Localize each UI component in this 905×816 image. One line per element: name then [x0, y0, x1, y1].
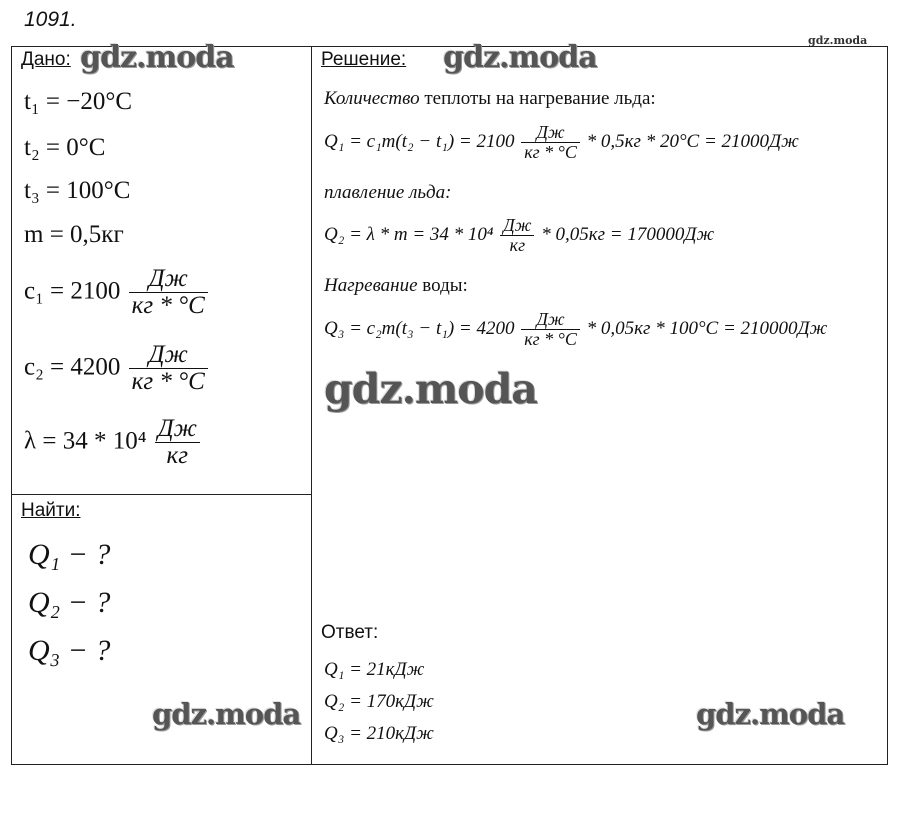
- fraction-denominator: кг: [166, 442, 188, 470]
- answer-q1: [324, 659, 424, 681]
- equation-unit: [521, 123, 580, 162]
- solution-line-text: теплоты на нагревание льда:: [419, 88, 656, 109]
- given-lambda: [24, 416, 202, 470]
- equation-q3: [324, 310, 827, 349]
- solution-label: Решение:: [321, 49, 407, 70]
- fraction-denominator: кг: [509, 234, 526, 255]
- answer-text: Q₃ = 210кДж: [324, 723, 434, 744]
- answer-label: Ответ:: [321, 622, 379, 643]
- given-t3: t₃ = 100°C: [24, 177, 131, 204]
- equation-q1: [324, 123, 799, 162]
- fraction-denominator: кг * °C: [131, 368, 205, 396]
- solution-line-italic: плавление льда:: [324, 182, 452, 203]
- watermark: gdz.moda: [152, 697, 301, 731]
- watermark: gdz.moda: [696, 697, 845, 731]
- answer-q3: [324, 723, 434, 745]
- equation-unit: [521, 310, 580, 349]
- watermark-small: gdz.moda: [808, 34, 868, 47]
- fraction-denominator: кг * °C: [131, 292, 205, 320]
- given-t2: t₂ = 0°C: [24, 134, 106, 161]
- equation-right: * 0,05кг * 100°C = 210000Дж: [586, 317, 828, 339]
- given-lambda-value: λ = 34 * 10⁴: [24, 427, 147, 455]
- equation-left: Q₃ = c₂m(t₃ − t₁) = 4200: [324, 317, 515, 339]
- find-q1: Q₁ − ?: [28, 538, 111, 571]
- watermark: gdz.moda: [324, 365, 537, 413]
- equation-q2: [324, 216, 714, 255]
- watermark: gdz.moda: [80, 40, 234, 75]
- given-t1: t₁ = −20°C: [24, 88, 133, 115]
- given-c2: [24, 342, 210, 396]
- equation-left: Q₂ = λ * m = 34 * 10⁴: [324, 223, 494, 245]
- fraction-denominator: кг * °C: [524, 141, 577, 162]
- find-q2: Q₂ − ?: [28, 586, 111, 619]
- answer-text: Q₂ = 170кДж: [324, 691, 434, 712]
- given-c2-unit: [129, 342, 208, 396]
- fraction-numerator: Дж: [521, 310, 580, 330]
- fraction-numerator: Дж: [500, 216, 534, 236]
- find-label: Найти:: [21, 500, 81, 521]
- given-find-divider: [11, 494, 312, 495]
- fraction-numerator: Дж: [129, 342, 208, 369]
- given-mass: m = 0,5кг: [24, 221, 124, 248]
- answer-q2: [324, 691, 434, 713]
- equation-left: Q₁ = c₁m(t₂ − t₁) = 2100: [324, 130, 515, 152]
- equation-unit: [500, 216, 534, 255]
- given-c1-value: c₁ = 2100: [24, 277, 121, 305]
- given-lambda-unit: [155, 416, 200, 470]
- given-c1: [24, 266, 210, 320]
- fraction-numerator: Дж: [521, 123, 580, 143]
- given-label: Дано:: [21, 49, 71, 70]
- solution-line-italic: Количество: [324, 88, 420, 109]
- column-divider: [311, 46, 312, 765]
- fraction-numerator: Дж: [129, 266, 208, 293]
- fraction-numerator: Дж: [155, 416, 200, 443]
- equation-right: * 0,5кг * 20°C = 21000Дж: [586, 130, 799, 152]
- problem-number: 1091.: [24, 8, 77, 31]
- given-c2-value: c₂ = 4200: [24, 353, 121, 381]
- find-q3: Q₃ − ?: [28, 634, 111, 667]
- solution-line-italic: Нагревание: [324, 275, 418, 296]
- solution-line-heating-water: [324, 275, 468, 297]
- answer-text: Q₁ = 21кДж: [324, 659, 425, 680]
- watermark: gdz.moda: [443, 40, 597, 75]
- solution-line-heating-ice: [324, 88, 656, 110]
- given-c1-unit: [129, 266, 208, 320]
- solution-line-melting: [324, 182, 451, 204]
- fraction-denominator: кг * °C: [524, 328, 577, 349]
- equation-right: * 0,05кг = 170000Дж: [541, 223, 715, 245]
- solution-line-text: воды:: [417, 275, 468, 296]
